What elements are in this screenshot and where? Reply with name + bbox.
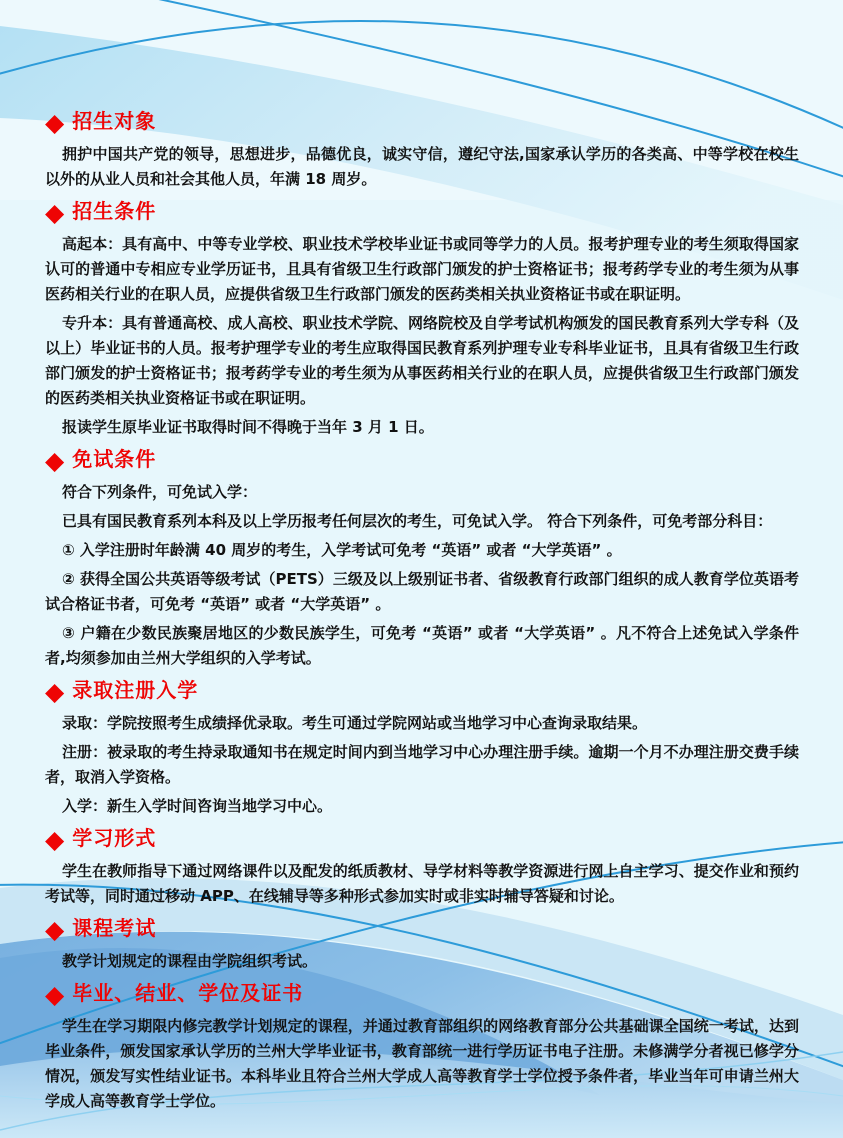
paragraph: 已具有国民教育系列本科及以上学历报考任何层次的考生，可免试入学。 符合下列条件，可免考部分科目： — [62, 512, 773, 530]
section-heading — [45, 676, 799, 706]
paragraph: ① 入学注册时年龄满 40 周岁的考生，入学考试可免考 “英语” 或者 “大学英语” 。 — [62, 541, 622, 559]
paragraph: 高起本：具有高中、中等专业学校、职业技术学校毕业证书或同等学力的人员。报考护理专业的考生须取得国家认可的普通中专相应专业学历证书，且具有省级卫生行政部门颁发的护士资格证书；报考药学专业的考生须为从事医药相关行业的在职人员，应提供省级卫生行政部门颁发的医药类相关执业资格证书或在职证明。 — [45, 235, 799, 303]
paragraph: 学生在学习期限内修完教学计划规定的课程，并通过教育部组织的网络教育部分公共基础课全国统一考试，达到毕业条件，颁发国家承认学历的兰州大学毕业证书，教育部统一进行学历证书电子注册。未修满学分者视已修学分情况，颁发写实性结业证书。本科毕业且符合兰州大学成人高等教育学士学位授予条件者，毕业当年可申请兰州大学成人高等教育学士学位。 — [45, 1017, 799, 1110]
section-heading — [45, 197, 799, 227]
section-heading — [45, 979, 799, 1009]
section-title: 免试条件 — [72, 447, 157, 471]
section-heading — [45, 445, 799, 475]
document-content — [45, 102, 799, 1118]
paragraph: 注册：被录取的考生持录取通知书在规定时间内到当地学习中心办理注册手续。逾期一个月不办理注册交费手续者，取消入学资格。 — [45, 743, 799, 786]
section-title: 毕业、结业、学位及证书 — [72, 981, 304, 1005]
paragraph: 录取：学院按照考生成绩择优录取。考生可通过学院网站或当地学习中心查询录取结果。 — [62, 714, 648, 732]
paragraph: 报读学生原毕业证书取得时间不得晚于当年 3 月 1 日。 — [62, 418, 434, 436]
paragraph: ② 获得全国公共英语等级考试（PETS）三级及以上级别证书者、省级教育行政部门组织的成人教育学位英语考试合格证书者，可免考 “英语” 或者 “大学英语” 。 — [45, 570, 799, 613]
section-course-examination — [45, 915, 799, 974]
section-heading — [45, 107, 799, 137]
paragraph: 学生在教师指导下通过网络课件以及配发的纸质教材、导学材料等教学资源进行网上自主学习、提交作业和预约考试等，同时通过移动 APP、在线辅导等多种形式参加实时或非实时辅导答疑和讨论。 — [45, 862, 799, 905]
section-graduation-completion-degree-certificates — [45, 980, 799, 1114]
diamond-bullet-icon: ◆ — [45, 107, 66, 137]
section-title: 招生条件 — [72, 199, 157, 223]
section-title: 学习形式 — [72, 826, 157, 850]
section-admission-requirements — [45, 198, 799, 440]
section-exam-exemption-conditions — [45, 446, 799, 671]
diamond-bullet-icon: ◆ — [45, 197, 66, 227]
paragraph: 入学：新生入学时间咨询当地学习中心。 — [62, 797, 333, 815]
diamond-bullet-icon: ◆ — [45, 914, 66, 944]
section-title: 招生对象 — [72, 109, 157, 133]
diamond-bullet-icon: ◆ — [45, 676, 66, 706]
paragraph: 教学计划规定的课程由学院组织考试。 — [62, 952, 318, 970]
paragraph: 符合下列条件，可免试入学： — [62, 483, 258, 501]
section-admission-registration-enrollment — [45, 677, 799, 819]
section-title: 课程考试 — [72, 916, 157, 940]
paragraph: ③ 户籍在少数民族聚居地区的少数民族学生，可免考 “英语” 或者 “大学英语” 。凡不符合上述免试入学条件者,均须参加由兰州大学组织的入学考试。 — [45, 624, 799, 667]
section-title: 录取注册入学 — [72, 678, 199, 702]
diamond-bullet-icon: ◆ — [45, 979, 66, 1009]
paragraph: 拥护中国共产党的领导，思想进步，品德优良，诚实守信，遵纪守法,国家承认学历的各类高、中等学校在校生以外的从业人员和社会其他人员，年满 18 周岁。 — [45, 145, 799, 188]
section-learning-format — [45, 825, 799, 909]
section-heading — [45, 914, 799, 944]
diamond-bullet-icon: ◆ — [45, 445, 66, 475]
section-admission-target — [45, 108, 799, 192]
section-heading — [45, 824, 799, 854]
diamond-bullet-icon: ◆ — [45, 824, 66, 854]
paragraph: 专升本：具有普通高校、成人高校、职业技术学院、网络院校及自学考试机构颁发的国民教育系列大学专科（及以上）毕业证书的人员。报考护理学专业的考生应取得国民教育系列护理专业专科毕业证书，且具有省级卫生行政部门颁发的护士资格证书；报考药学专业的考生须为从事医药相关行业的在职人员，应提供省级卫生行政部门颁发的医药类相关执业资格证书或在职证明。 — [45, 314, 799, 407]
